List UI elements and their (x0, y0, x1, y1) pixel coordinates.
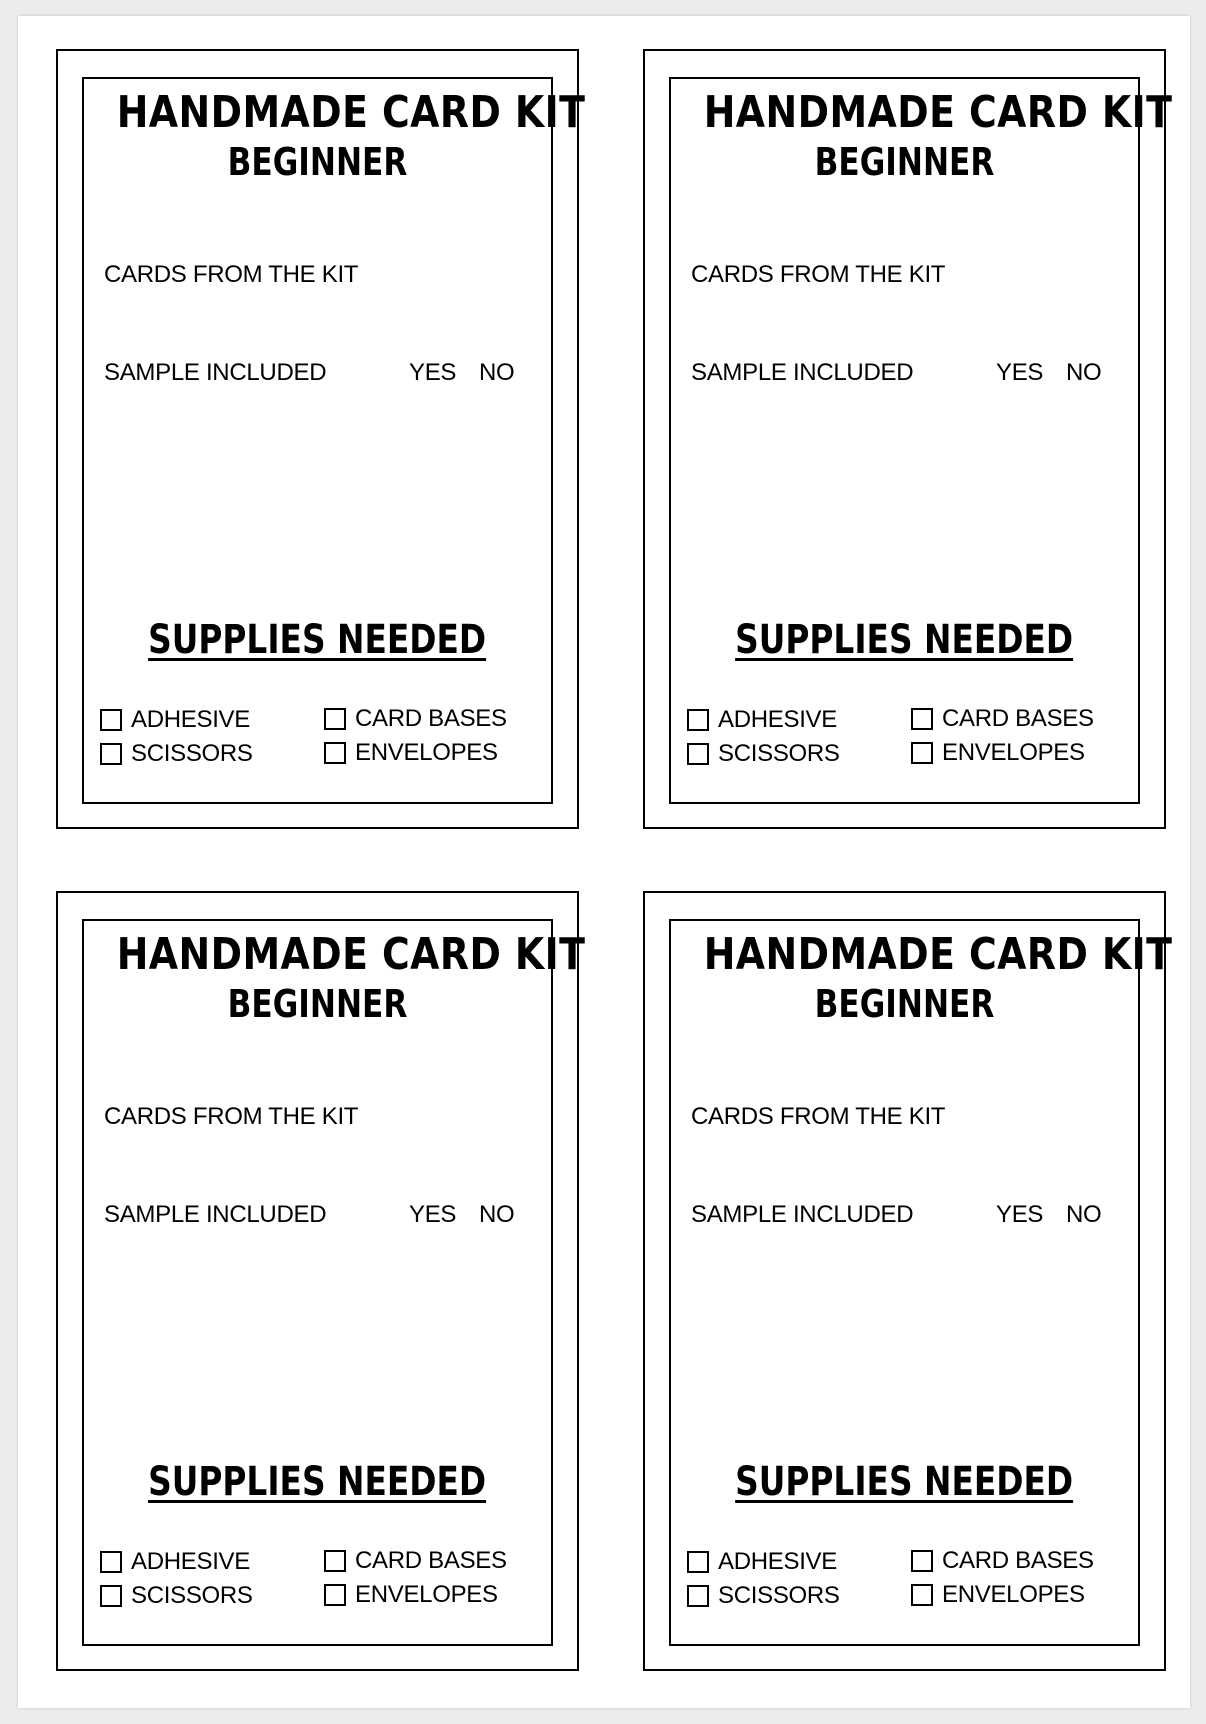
card-title: HANDMADE CARD KIT (116, 929, 586, 980)
cards-from-kit-label: CARDS FROM THE KIT (104, 261, 359, 288)
yes-option[interactable]: YES (409, 1201, 457, 1228)
yes-option[interactable]: YES (409, 359, 457, 386)
card-inner-frame (82, 77, 586, 804)
cards-from-kit-label: CARDS FROM THE KIT (691, 1103, 946, 1130)
checkbox[interactable] (100, 1551, 122, 1573)
supply-label: ENVELOPES (942, 739, 1085, 766)
supply-item-envelopes[interactable] (324, 739, 498, 767)
supply-item-scissors[interactable] (100, 1582, 253, 1610)
supply-label: ADHESIVE (718, 706, 837, 733)
checkbox[interactable] (911, 742, 933, 764)
checkbox[interactable] (911, 1550, 933, 1572)
card-subtitle: BEGINNER (814, 982, 995, 1026)
sample-included-label: SAMPLE INCLUDED (104, 1201, 327, 1228)
supply-item-card-bases[interactable] (324, 705, 507, 733)
supply-label: ADHESIVE (131, 1548, 250, 1575)
supply-label: SCISSORS (131, 740, 253, 767)
supplies-heading: SUPPLIES NEEDED (735, 617, 1074, 663)
card-kit-label (56, 891, 586, 1671)
supplies-heading: SUPPLIES NEEDED (735, 1459, 1074, 1505)
supplies-heading: SUPPLIES NEEDED (148, 1459, 487, 1505)
card-kit-label (56, 49, 586, 829)
supply-item-scissors[interactable] (100, 740, 253, 768)
supply-item-adhesive[interactable] (687, 706, 837, 734)
checkbox[interactable] (324, 1584, 346, 1606)
no-option[interactable]: NO (1066, 359, 1102, 386)
checkbox[interactable] (100, 709, 122, 731)
checkbox[interactable] (687, 709, 709, 731)
sample-included-label: SAMPLE INCLUDED (691, 1201, 914, 1228)
supply-item-card-bases[interactable] (911, 1547, 1094, 1575)
supply-label: SCISSORS (718, 740, 840, 767)
checkbox[interactable] (911, 708, 933, 730)
card-title: HANDMADE CARD KIT (116, 87, 586, 138)
supply-label: ENVELOPES (355, 739, 498, 766)
no-option[interactable]: NO (1066, 1201, 1102, 1228)
supplies-heading: SUPPLIES NEEDED (148, 617, 487, 663)
supply-item-adhesive[interactable] (687, 1548, 837, 1576)
supply-item-scissors[interactable] (687, 1582, 840, 1610)
checkbox[interactable] (100, 743, 122, 765)
card-subtitle: BEGINNER (227, 140, 408, 184)
supply-label: ADHESIVE (718, 1548, 837, 1575)
printable-page (18, 16, 1190, 1708)
yes-option[interactable]: YES (996, 359, 1044, 386)
cards-from-kit-label: CARDS FROM THE KIT (691, 261, 946, 288)
supply-label: ADHESIVE (131, 706, 250, 733)
cards-from-kit-label: CARDS FROM THE KIT (104, 1103, 359, 1130)
supply-label: CARD BASES (942, 1547, 1094, 1574)
checkbox[interactable] (324, 1550, 346, 1572)
supply-label: SCISSORS (718, 1582, 840, 1609)
no-option[interactable]: NO (479, 1201, 515, 1228)
checkbox[interactable] (100, 1585, 122, 1607)
supply-item-adhesive[interactable] (100, 1548, 250, 1576)
checkbox[interactable] (687, 1551, 709, 1573)
checkbox[interactable] (324, 708, 346, 730)
supply-item-card-bases[interactable] (324, 1547, 507, 1575)
checkbox[interactable] (687, 1585, 709, 1607)
sample-included-label: SAMPLE INCLUDED (691, 359, 914, 386)
supply-label: ENVELOPES (942, 1581, 1085, 1608)
card-inner-frame (82, 919, 586, 1646)
card-title: HANDMADE CARD KIT (703, 929, 1173, 980)
supply-label: CARD BASES (942, 705, 1094, 732)
card-title: HANDMADE CARD KIT (703, 87, 1173, 138)
card-subtitle: BEGINNER (814, 140, 995, 184)
checkbox[interactable] (911, 1584, 933, 1606)
supply-item-card-bases[interactable] (911, 705, 1094, 733)
supply-item-envelopes[interactable] (911, 1581, 1085, 1609)
checkbox[interactable] (324, 742, 346, 764)
card-kit-label (643, 891, 1173, 1671)
sample-included-label: SAMPLE INCLUDED (104, 359, 327, 386)
card-subtitle: BEGINNER (227, 982, 408, 1026)
supply-item-envelopes[interactable] (324, 1581, 498, 1609)
supply-item-scissors[interactable] (687, 740, 840, 768)
supply-item-envelopes[interactable] (911, 739, 1085, 767)
supply-label: ENVELOPES (355, 1581, 498, 1608)
card-kit-label (643, 49, 1173, 829)
no-option[interactable]: NO (479, 359, 515, 386)
supply-label: SCISSORS (131, 1582, 253, 1609)
supply-item-adhesive[interactable] (100, 706, 250, 734)
yes-option[interactable]: YES (996, 1201, 1044, 1228)
card-inner-frame (669, 919, 1173, 1646)
checkbox[interactable] (687, 743, 709, 765)
supply-label: CARD BASES (355, 1547, 507, 1574)
card-inner-frame (669, 77, 1173, 804)
supply-label: CARD BASES (355, 705, 507, 732)
